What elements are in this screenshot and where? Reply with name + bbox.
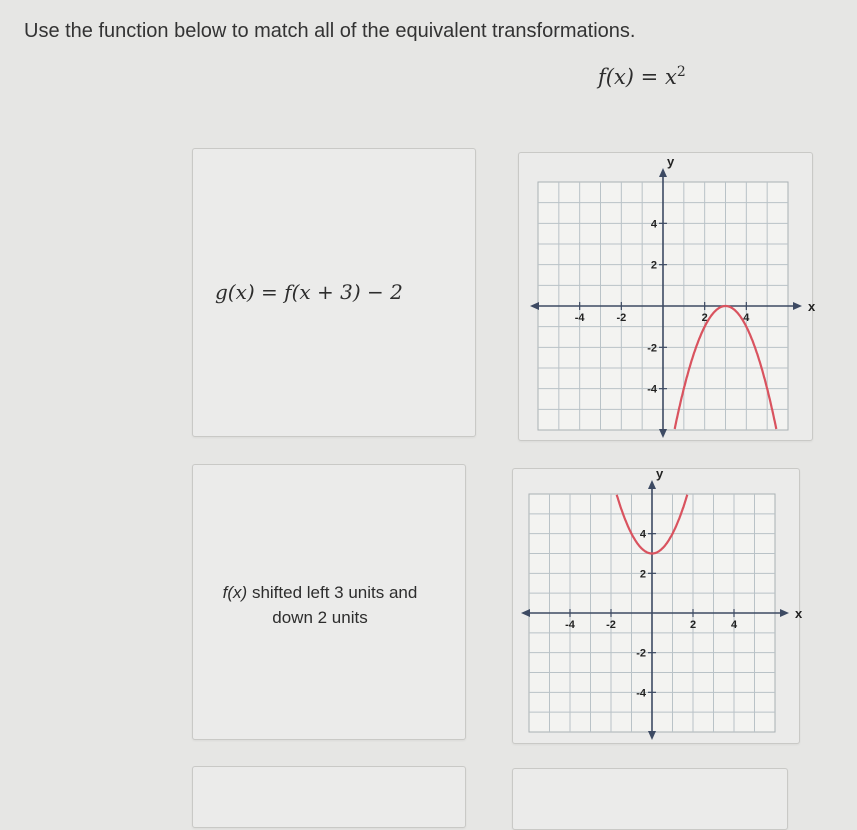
y-axis-arrow-up <box>659 168 667 177</box>
x-axis-arrow-right <box>793 302 802 310</box>
given-function <box>598 64 686 89</box>
x-axis-arrow-left <box>530 302 539 310</box>
x-tick-label: 2 <box>701 312 708 324</box>
equation-text: g(x) = f(x + 3) − 2 <box>215 280 403 304</box>
graph-2 <box>513 466 803 742</box>
x-tick-label: 4 <box>743 312 750 324</box>
instruction-text: Use the function below to match all of the equivalent transformations. <box>24 20 636 42</box>
description-function: f(x) <box>222 583 248 602</box>
x-tick-label: -4 <box>565 619 575 631</box>
x-tick-label: 2 <box>689 619 697 631</box>
y-tick-label: -4 <box>647 383 657 396</box>
y-tick-label: -2 <box>647 342 657 355</box>
graph-1 <box>520 154 816 436</box>
x-tick-label: 4 <box>730 619 738 631</box>
y-tick-label: 4 <box>650 218 657 231</box>
y-axis-arrow-down <box>648 731 656 740</box>
x-axis-arrow-right <box>780 609 789 617</box>
description-body: shifted left 3 units and down 2 units <box>251 583 418 627</box>
y-tick-label: 2 <box>639 568 646 581</box>
y-tick-label: 2 <box>650 259 657 272</box>
given-function-exponent: 2 <box>676 64 686 80</box>
x-axis-label: x <box>808 299 816 314</box>
y-tick-label: 4 <box>639 528 646 541</box>
x-axis-arrow-left <box>521 609 530 617</box>
given-function-base: x <box>664 65 677 89</box>
y-tick-label: -4 <box>636 687 646 700</box>
x-tick-label: -2 <box>616 312 627 324</box>
x-tick-label: -2 <box>606 619 616 631</box>
y-tick-label: -2 <box>636 647 646 660</box>
empty-card-right[interactable] <box>512 768 788 830</box>
y-axis-label: y <box>656 466 664 481</box>
x-axis-label: x <box>795 606 803 621</box>
given-function-lhs: f(x) = <box>598 65 659 89</box>
y-axis-label: y <box>667 154 675 169</box>
y-axis-arrow-up <box>648 480 656 489</box>
x-tick-label: -4 <box>574 312 585 324</box>
empty-card-left[interactable] <box>192 766 466 828</box>
description-text <box>200 580 440 630</box>
